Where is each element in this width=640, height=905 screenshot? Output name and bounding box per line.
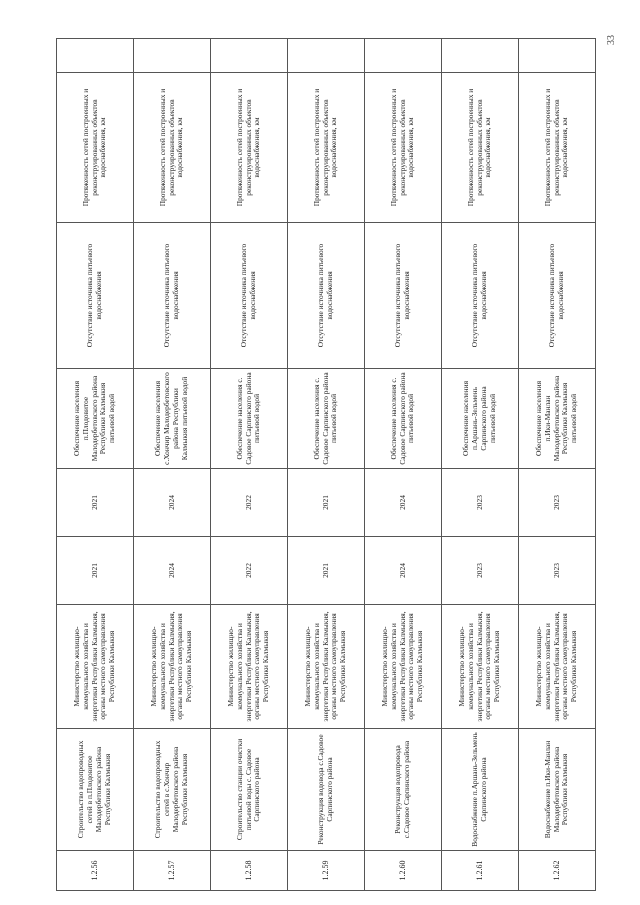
responsible-executor: Министерство жилищно-коммунального хозяйства и энергетики Республики Калмыкия, органы местного самоуправления Республики Калмыкия: [288, 605, 365, 729]
empty-cell: [134, 39, 211, 73]
problem-description: Отсутствие источника питьевого водоснабжения: [519, 223, 596, 369]
start-year: 2022: [211, 537, 288, 605]
start-year: 2023: [519, 537, 596, 605]
end-year: 2021: [57, 469, 134, 537]
expected-result: Обеспечение населения п.Аршань-Зельмень Сарпинского района питьевой водой: [442, 369, 519, 469]
target-indicator: Протяженность сетей построенных и реконструированных объектов водоснабжения, км: [442, 73, 519, 223]
start-year: 2024: [365, 537, 442, 605]
table-body: [57, 39, 596, 891]
measure-name: Строительство водопроводных сетей в с.Хончир Малодербетовского района Республики Калмыкия: [134, 729, 211, 851]
measure-name: Реконструкция водовода с.Садовое Сарпинского района: [288, 729, 365, 851]
page-number: 33: [606, 35, 617, 45]
row-number: 1.2.62: [519, 851, 596, 891]
end-year: 2024: [134, 469, 211, 537]
row-number: 1.2.59: [288, 851, 365, 891]
target-indicator: Протяженность сетей построенных и реконструированных объектов водоснабжения, км: [365, 73, 442, 223]
target-indicator: Протяженность сетей построенных и реконструированных объектов водоснабжения, км: [288, 73, 365, 223]
target-indicator: Протяженность сетей построенных и реконструированных объектов водоснабжения, км: [57, 73, 134, 223]
empty-cell: [211, 39, 288, 73]
end-year: 2021: [288, 469, 365, 537]
start-year: 2024: [134, 537, 211, 605]
target-indicator: Протяженность сетей построенных и реконструированных объектов водоснабжения, км: [134, 73, 211, 223]
empty-cell: [365, 39, 442, 73]
row-number: 1.2.58: [211, 851, 288, 891]
problem-description: Отсутствие источника питьевого водоснабжения: [288, 223, 365, 369]
empty-cell: [519, 39, 596, 73]
responsible-executor: Министерство жилищно-коммунального хозяйства и энергетики Республики Калмыкия, органы местного самоуправления Республики Калмыкия: [134, 605, 211, 729]
responsible-executor: Министерство жилищно-коммунального хозяйства и энергетики Республики Калмыкия, органы местного самоуправления Республики Калмыкия: [442, 605, 519, 729]
end-year: 2023: [442, 469, 519, 537]
table-row: [288, 39, 365, 891]
measure-name: Реконструкция водопровода с.Садовое Сарпинского района: [365, 729, 442, 851]
measure-name: Водоснабжение п.Аршань-Зельмень Сарпинского района: [442, 729, 519, 851]
problem-description: Отсутствие источника питьевого водоснабжения: [134, 223, 211, 369]
problem-description: Отсутствие источника питьевого водоснабжения: [365, 223, 442, 369]
expected-result: Обеспечение населения с.Хончир Малодербетовского района Республики Калмыкия питьевой водой: [134, 369, 211, 469]
end-year: 2023: [519, 469, 596, 537]
measure-name: Строительство водопроводных сетей в п.Плодовитое Малодербетовского района Республики Калмыкия: [57, 729, 134, 851]
table-row: [211, 39, 288, 891]
start-year: 2021: [288, 537, 365, 605]
row-number: 1.2.60: [365, 851, 442, 891]
end-year: 2024: [365, 469, 442, 537]
row-number: 1.2.61: [442, 851, 519, 891]
table-row: [365, 39, 442, 891]
responsible-executor: Министерство жилищно-коммунального хозяйства и энергетики Республики Калмыкия, органы местного самоуправления Республики Калмыкия: [519, 605, 596, 729]
table-row: [519, 39, 596, 891]
problem-description: Отсутствие источника питьевого водоснабжения: [442, 223, 519, 369]
end-year: 2022: [211, 469, 288, 537]
empty-cell: [57, 39, 134, 73]
table-row: [134, 39, 211, 891]
table-row: [57, 39, 134, 891]
target-indicator: Протяженность сетей построенных и реконструированных объектов водоснабжения, км: [519, 73, 596, 223]
start-year: 2023: [442, 537, 519, 605]
expected-result: Обеспечение населения с. Садовое Сарпинского района питьевой водой: [211, 369, 288, 469]
expected-result: Обеспечение населения с. Садовое Сарпинского района питьевой водой: [288, 369, 365, 469]
problem-description: Отсутствие источника питьевого водоснабжения: [57, 223, 134, 369]
measure-name: Строительство станции очистки питьевой воды с. Садовое Сарпинского района: [211, 729, 288, 851]
start-year: 2021: [57, 537, 134, 605]
target-indicator: Протяженность сетей построенных и реконструированных объектов водоснабжения, км: [211, 73, 288, 223]
empty-cell: [288, 39, 365, 73]
responsible-executor: Министерство жилищно-коммунального хозяйства и энергетики Республики Калмыкия, органы местного самоуправления Республики Калмыкия: [57, 605, 134, 729]
expected-result: Обеспечение населения п.Ики-Манлан Малодербетовского района Республики Калмыкия питьевой водой: [519, 369, 596, 469]
responsible-executor: Министерство жилищно-коммунального хозяйства и энергетики Республики Калмыкия, органы местного самоуправления Республики Калмыкия: [211, 605, 288, 729]
empty-cell: [442, 39, 519, 73]
expected-result: Обеспечение населения с. Садовое Сарпинского района питьевой водой: [365, 369, 442, 469]
measure-name: Водоснабжение п.Ики-Манлан Малодербетовского района Республики Калмыкия: [519, 729, 596, 851]
table-row: [442, 39, 519, 891]
expected-result: Обеспечение населения п.Плодовитое Малодербетовского района Республики Калмыкия питьевой водой: [57, 369, 134, 469]
row-number: 1.2.56: [57, 851, 134, 891]
problem-description: Отсутствие источника питьевого водоснабжения: [211, 223, 288, 369]
row-number: 1.2.57: [134, 851, 211, 891]
responsible-executor: Министерство жилищно-коммунального хозяйства и энергетики Республики Калмыкия, органы местного самоуправления Республики Калмыкия: [365, 605, 442, 729]
measures-table: [56, 38, 596, 891]
